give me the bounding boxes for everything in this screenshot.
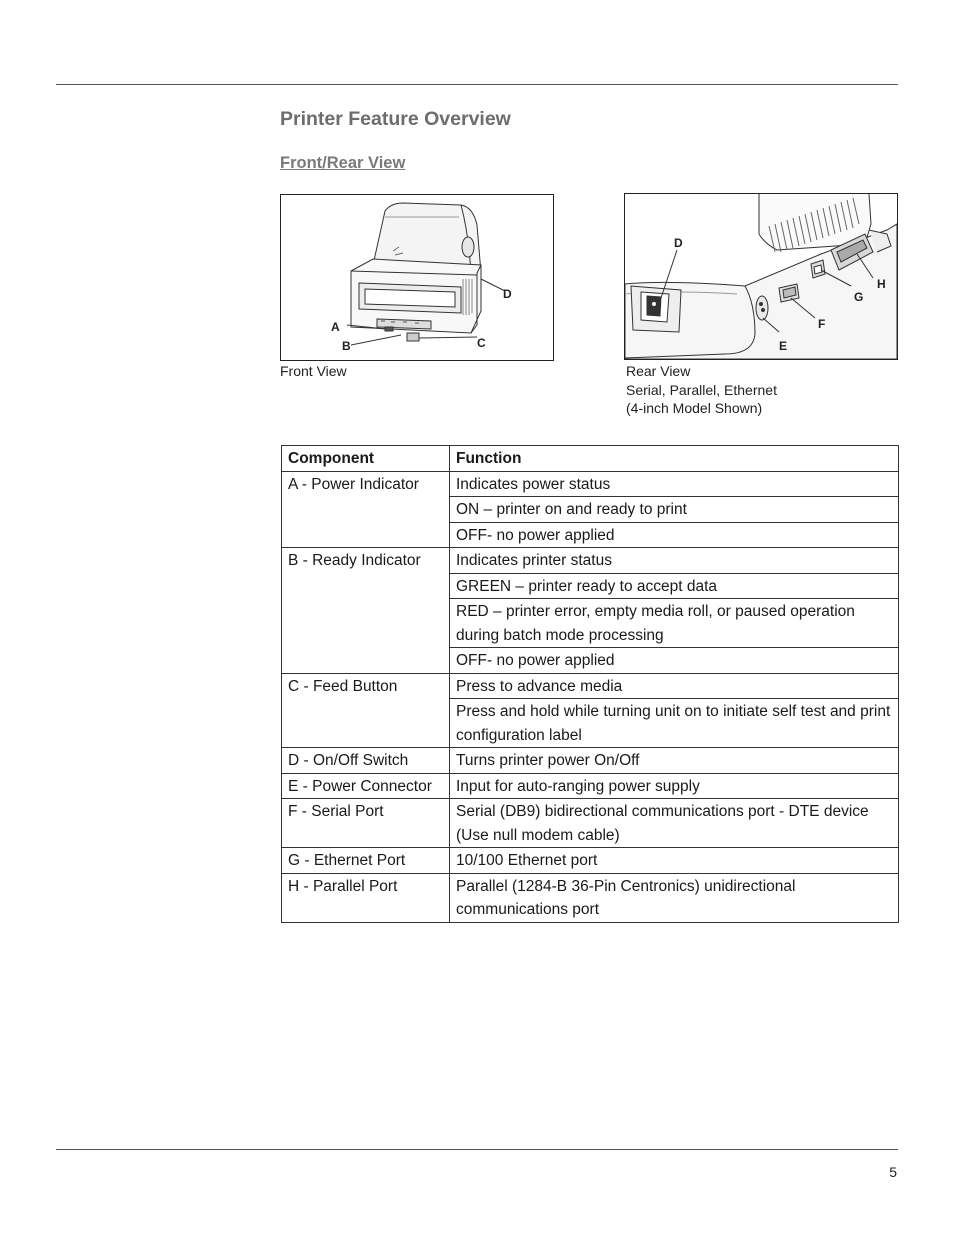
- column-header-function: Function: [450, 446, 899, 472]
- section-subtitle: Front/Rear View: [280, 154, 406, 172]
- page-number: 5: [889, 1164, 897, 1180]
- table-row: [282, 848, 899, 874]
- callout-b: B: [342, 339, 351, 353]
- front-view-figure: [280, 194, 554, 361]
- component-cell: F - Serial Port: [282, 799, 450, 848]
- front-view-caption: Front View: [280, 363, 347, 379]
- function-cell: GREEN – printer ready to accept data: [450, 573, 899, 599]
- table-row: [282, 471, 899, 497]
- rear-caption-line: (4-inch Model Shown): [626, 400, 763, 416]
- function-cell: Press and hold while turning unit on to initiate self test and print configuration label: [450, 699, 899, 748]
- front-view-illustration: [281, 195, 553, 360]
- rear-view-illustration: [625, 194, 897, 359]
- callout-a: A: [331, 320, 340, 334]
- function-cell: Indicates printer status: [450, 548, 899, 574]
- footer-rule: [56, 1149, 898, 1150]
- component-function-table: [281, 445, 899, 923]
- header-rule: [56, 84, 898, 85]
- table-row: [282, 873, 899, 922]
- function-cell: 10/100 Ethernet port: [450, 848, 899, 874]
- rear-view-figure: [624, 193, 898, 360]
- component-cell: C - Feed Button: [282, 673, 450, 748]
- callout-d: D: [674, 236, 683, 250]
- table-header-row: [282, 446, 899, 472]
- table-row: [282, 673, 899, 699]
- function-cell: RED – printer error, empty media roll, or paused operation during batch mode processing: [450, 599, 899, 648]
- callout-h: H: [877, 277, 886, 291]
- table-row: [282, 548, 899, 574]
- function-cell: Serial (DB9) bidirectional communications port - DTE device (Use null modem cable): [450, 799, 899, 848]
- column-header-component: Component: [282, 446, 450, 472]
- rear-caption-line: Rear View: [626, 363, 691, 379]
- component-cell: G - Ethernet Port: [282, 848, 450, 874]
- table-row: [282, 748, 899, 774]
- function-cell: Parallel (1284-B 36-Pin Centronics) unidirectional communications port: [450, 873, 899, 922]
- function-cell: ON – printer on and ready to print: [450, 497, 899, 523]
- function-cell: OFF- no power applied: [450, 648, 899, 674]
- rear-view-caption: [626, 362, 777, 418]
- callout-c: C: [477, 336, 486, 350]
- callout-d: D: [503, 287, 512, 301]
- function-cell: Press to advance media: [450, 673, 899, 699]
- callout-e: E: [779, 339, 788, 353]
- component-cell: E - Power Connector: [282, 773, 450, 799]
- callout-g: G: [854, 290, 864, 304]
- callout-f: F: [818, 317, 826, 331]
- component-cell: B - Ready Indicator: [282, 548, 450, 674]
- function-cell: Input for auto-ranging power supply: [450, 773, 899, 799]
- component-cell: D - On/Off Switch: [282, 748, 450, 774]
- function-cell: Turns printer power On/Off: [450, 748, 899, 774]
- rear-caption-line: Serial, Parallel, Ethernet: [626, 381, 777, 398]
- page-title: Printer Feature Overview: [280, 108, 511, 130]
- function-cell: Indicates power status: [450, 471, 899, 497]
- function-cell: OFF- no power applied: [450, 522, 899, 548]
- table-row: [282, 799, 899, 848]
- component-cell: H - Parallel Port: [282, 873, 450, 922]
- table-row: [282, 773, 899, 799]
- component-cell: A - Power Indicator: [282, 471, 450, 548]
